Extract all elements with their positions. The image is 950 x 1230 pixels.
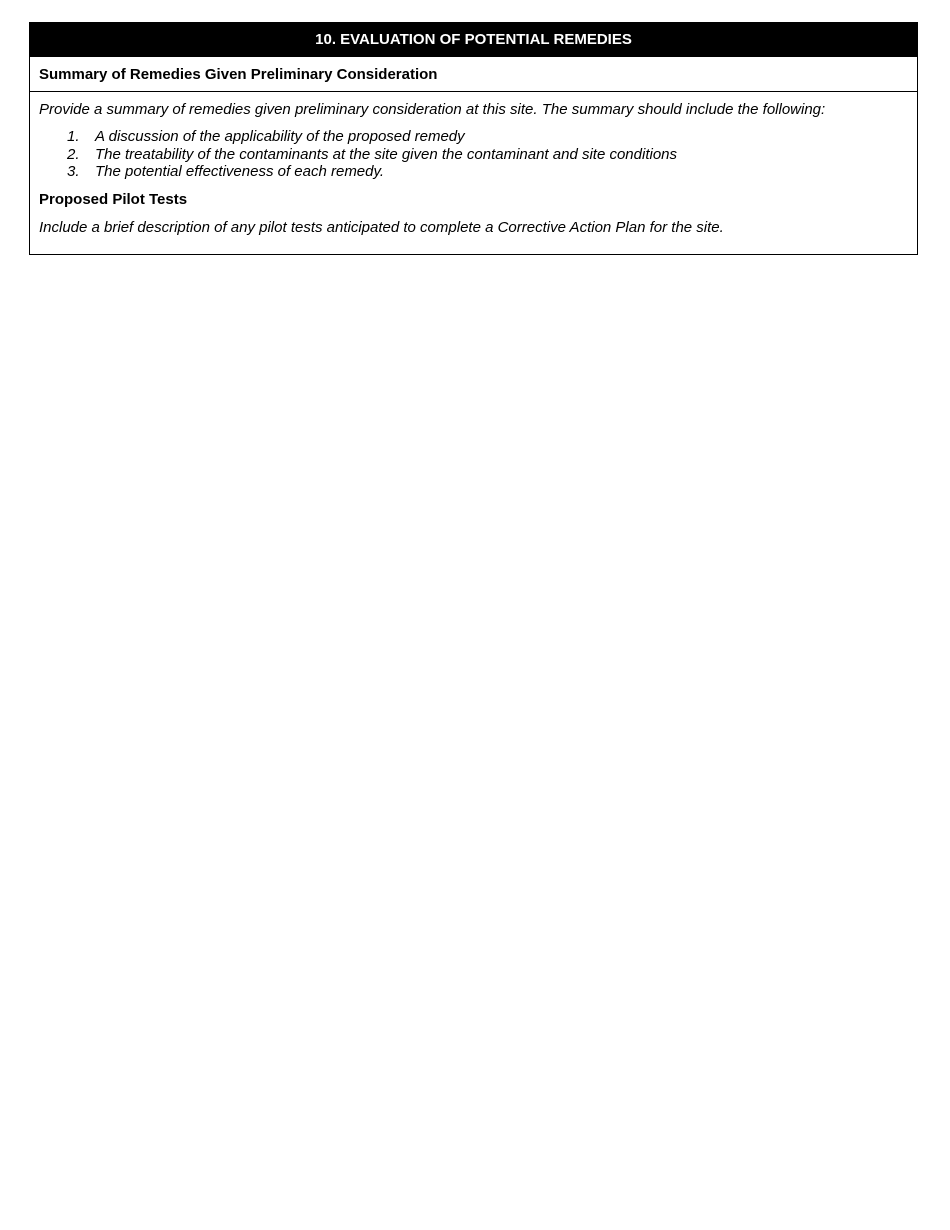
remedies-form-section [29, 22, 918, 255]
subsection-title: Summary of Remedies Given Preliminary Consideration [30, 57, 917, 92]
requirements-list [39, 128, 908, 181]
list-item-text: The potential effectiveness of each remedy. [95, 163, 385, 180]
list-item-text: A discussion of the applicability of the proposed remedy [95, 128, 465, 145]
instructions-cell [30, 92, 917, 254]
list-item-number: 1. [67, 128, 80, 145]
pilot-tests-instructions: Include a brief description of any pilot tests anticipated to complete a Corrective Action Plan for the site. [39, 218, 724, 236]
list-item-text: The treatability of the contaminants at the site given the contaminant and site conditions [95, 145, 678, 163]
list-item-number: 3. [67, 163, 80, 180]
list-item [39, 163, 908, 181]
list-item [39, 146, 908, 164]
section-title: 10. EVALUATION OF POTENTIAL REMEDIES [30, 23, 917, 57]
list-item [39, 128, 908, 146]
summary-instructions: Provide a summary of remedies given preliminary consideration at this site. The summary should include the following: [39, 101, 826, 118]
list-item-number: 2. [67, 145, 80, 163]
pilot-tests-heading: Proposed Pilot Tests [39, 190, 188, 208]
